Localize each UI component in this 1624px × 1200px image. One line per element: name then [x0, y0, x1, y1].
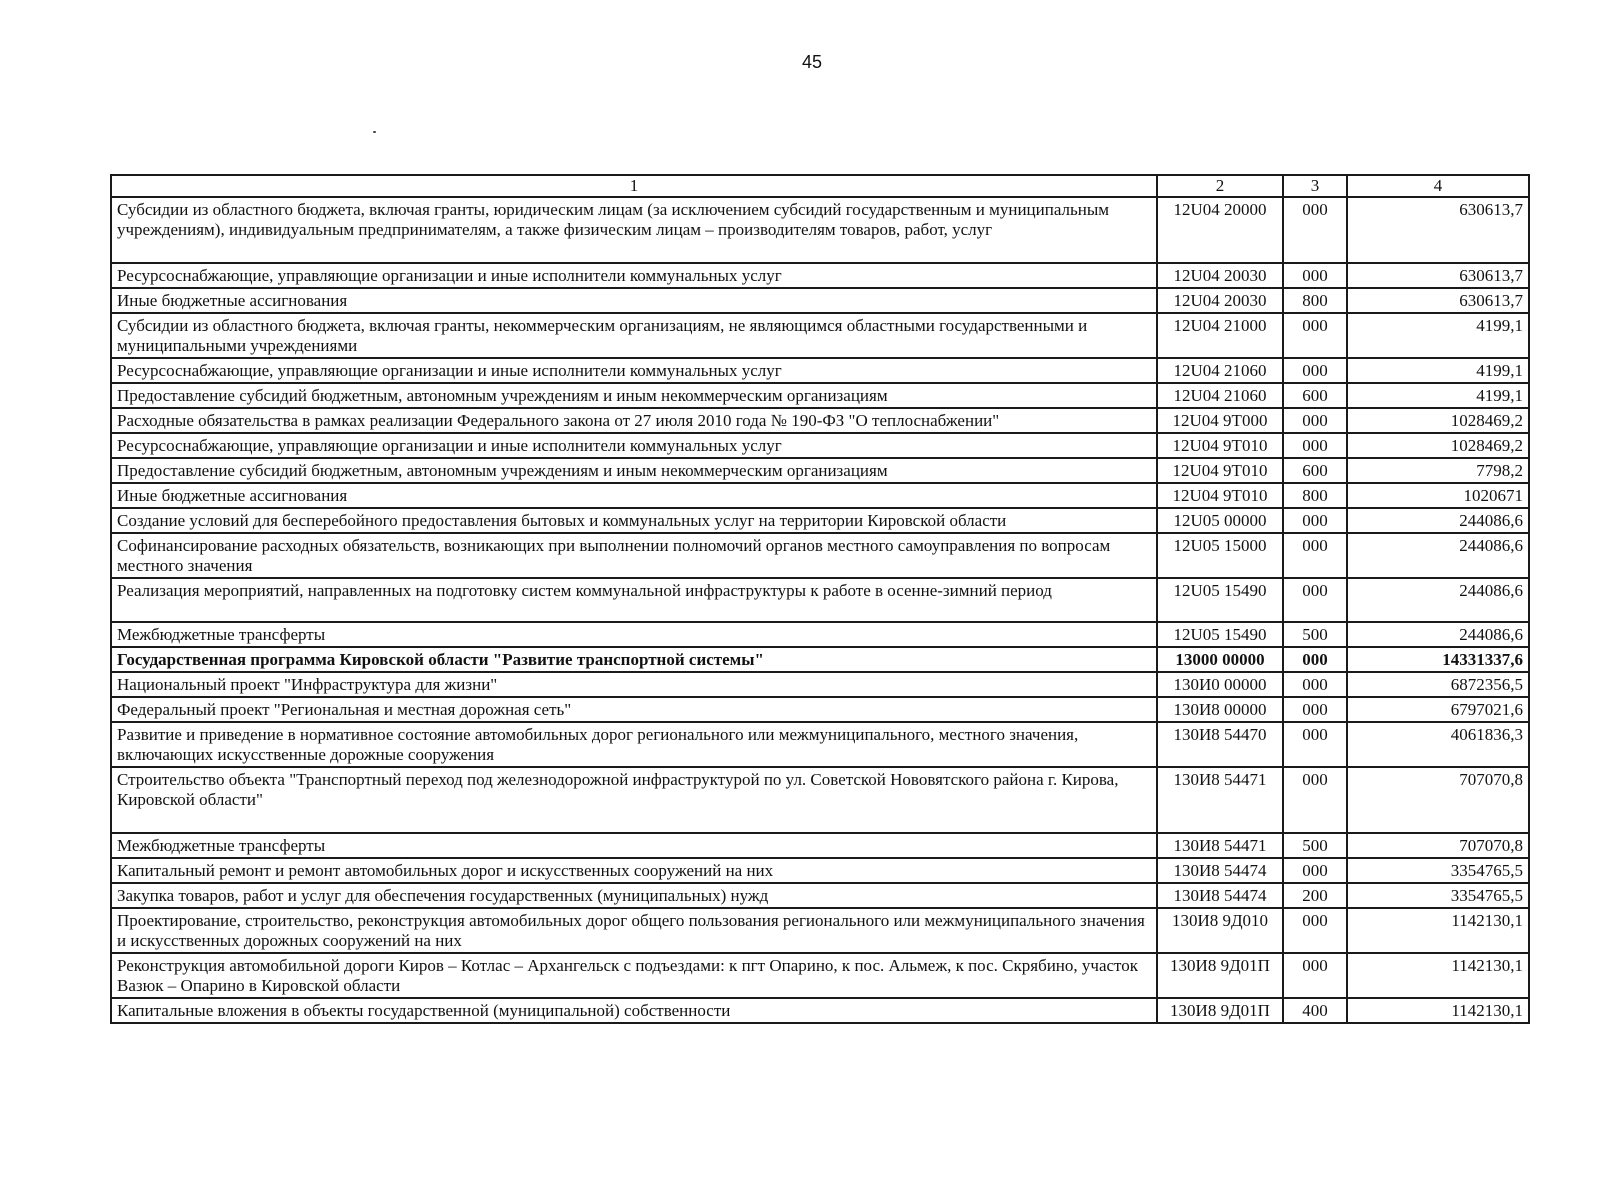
row-amount-cell: 1020671 — [1347, 483, 1529, 508]
row-name-cell: Иные бюджетные ассигнования — [111, 483, 1157, 508]
table-row — [111, 288, 1529, 313]
row-name-cell: Софинансирование расходных обязательств, возникающих при выполнении полномочий органов местного самоуправления по вопросам местного значения — [111, 533, 1157, 578]
row-name-cell: Реконструкция автомобильной дороги Киров – Котлас – Архангельск с подъездами: к пгт Опарино, к пос. Альмеж, к пос. Скрябино, участок Вазюк – Опарино в Кировской области — [111, 953, 1157, 998]
row-code-cell: 12U04 9T000 — [1157, 408, 1283, 433]
row-code-cell: 13000 00000 — [1157, 647, 1283, 672]
row-code-cell: 12U04 9T010 — [1157, 483, 1283, 508]
row-amount-cell: 1142130,1 — [1347, 908, 1529, 953]
table-row — [111, 433, 1529, 458]
row-code-cell: 12U04 21000 — [1157, 313, 1283, 358]
row-name-cell: Межбюджетные трансферты — [111, 622, 1157, 647]
row-type-cell: 000 — [1283, 647, 1347, 672]
table-body — [111, 197, 1529, 1023]
table-row — [111, 458, 1529, 483]
row-amount-cell: 3354765,5 — [1347, 883, 1529, 908]
row-type-cell: 000 — [1283, 953, 1347, 998]
row-code-cell: 130И8 54471 — [1157, 767, 1283, 833]
row-amount-cell: 244086,6 — [1347, 533, 1529, 578]
row-code-cell: 12U04 20030 — [1157, 288, 1283, 313]
row-amount-cell: 244086,6 — [1347, 622, 1529, 647]
row-name-cell: Субсидии из областного бюджета, включая гранты, юридическим лицам (за исключением субсидий государственным и муниципальным учреждениям), индивидуальным предпринимателям, а также физическим лицам – производителям товаров, работ, услуг — [111, 197, 1157, 263]
row-amount-cell: 1028469,2 — [1347, 433, 1529, 458]
row-name-cell: Капитальные вложения в объекты государственной (муниципальной) собственности — [111, 998, 1157, 1023]
row-code-cell: 130И8 9Д01П — [1157, 953, 1283, 998]
row-amount-cell: 630613,7 — [1347, 197, 1529, 263]
row-name-cell: Межбюджетные трансферты — [111, 833, 1157, 858]
column-header-4: 4 — [1347, 175, 1529, 197]
row-name-cell: Национальный проект "Инфраструктура для жизни" — [111, 672, 1157, 697]
row-name-cell: Предоставление субсидий бюджетным, автономным учреждениям и иным некоммерческим организациям — [111, 383, 1157, 408]
row-type-cell: 600 — [1283, 458, 1347, 483]
row-type-cell: 000 — [1283, 722, 1347, 767]
row-type-cell: 500 — [1283, 622, 1347, 647]
row-type-cell: 000 — [1283, 433, 1347, 458]
row-name-cell: Расходные обязательства в рамках реализации Федерального закона от 27 июля 2010 года № 190-ФЗ "О теплоснабжении" — [111, 408, 1157, 433]
row-amount-cell: 3354765,5 — [1347, 858, 1529, 883]
scan-speck — [373, 131, 376, 133]
row-amount-cell: 707070,8 — [1347, 833, 1529, 858]
row-type-cell: 000 — [1283, 533, 1347, 578]
table-row — [111, 767, 1529, 833]
table-row — [111, 358, 1529, 383]
row-code-cell: 12U04 21060 — [1157, 383, 1283, 408]
row-code-cell: 12U04 20000 — [1157, 197, 1283, 263]
row-code-cell: 130И8 54470 — [1157, 722, 1283, 767]
row-type-cell: 000 — [1283, 908, 1347, 953]
row-amount-cell: 1142130,1 — [1347, 953, 1529, 998]
table-row — [111, 533, 1529, 578]
row-code-cell: 130И8 54474 — [1157, 883, 1283, 908]
table-row — [111, 622, 1529, 647]
row-type-cell: 000 — [1283, 858, 1347, 883]
table-row — [111, 578, 1529, 622]
row-code-cell: 12U05 15000 — [1157, 533, 1283, 578]
row-type-cell: 000 — [1283, 358, 1347, 383]
table-row — [111, 998, 1529, 1023]
row-code-cell: 130И8 54471 — [1157, 833, 1283, 858]
row-code-cell: 130И8 54474 — [1157, 858, 1283, 883]
row-name-cell: Государственная программа Кировской области "Развитие транспортной системы" — [111, 647, 1157, 672]
row-type-cell: 200 — [1283, 883, 1347, 908]
table-row — [111, 833, 1529, 858]
table-row — [111, 483, 1529, 508]
row-name-cell: Проектирование, строительство, реконструкция автомобильных дорог общего пользования регионального или межмуниципального значения и искусственных дорожных сооружений на них — [111, 908, 1157, 953]
table-row — [111, 647, 1529, 672]
table-row — [111, 408, 1529, 433]
row-type-cell: 800 — [1283, 483, 1347, 508]
table-row — [111, 858, 1529, 883]
row-code-cell: 12U04 20030 — [1157, 263, 1283, 288]
row-type-cell: 000 — [1283, 508, 1347, 533]
row-name-cell: Ресурсоснабжающие, управляющие организации и иные исполнители коммунальных услуг — [111, 433, 1157, 458]
row-name-cell: Развитие и приведение в нормативное состояние автомобильных дорог регионального или межмуниципального, местного значения, включающих искусственные дорожные сооружения — [111, 722, 1157, 767]
column-header-3: 3 — [1283, 175, 1347, 197]
row-amount-cell: 630613,7 — [1347, 288, 1529, 313]
row-amount-cell: 1142130,1 — [1347, 998, 1529, 1023]
table-header-row — [111, 175, 1529, 197]
table-row — [111, 953, 1529, 998]
row-code-cell: 12U05 15490 — [1157, 578, 1283, 622]
table-row — [111, 508, 1529, 533]
row-code-cell: 12U05 00000 — [1157, 508, 1283, 533]
row-amount-cell: 244086,6 — [1347, 508, 1529, 533]
row-amount-cell: 6872356,5 — [1347, 672, 1529, 697]
row-amount-cell: 7798,2 — [1347, 458, 1529, 483]
row-type-cell: 000 — [1283, 767, 1347, 833]
row-name-cell: Ресурсоснабжающие, управляющие организации и иные исполнители коммунальных услуг — [111, 358, 1157, 383]
row-code-cell: 12U04 21060 — [1157, 358, 1283, 383]
table-row — [111, 697, 1529, 722]
row-name-cell: Ресурсоснабжающие, управляющие организации и иные исполнители коммунальных услуг — [111, 263, 1157, 288]
row-type-cell: 000 — [1283, 313, 1347, 358]
table-row — [111, 883, 1529, 908]
row-type-cell: 800 — [1283, 288, 1347, 313]
row-amount-cell: 4199,1 — [1347, 383, 1529, 408]
row-name-cell: Федеральный проект "Региональная и местная дорожная сеть" — [111, 697, 1157, 722]
column-header-2: 2 — [1157, 175, 1283, 197]
row-type-cell: 000 — [1283, 408, 1347, 433]
row-type-cell: 000 — [1283, 697, 1347, 722]
row-type-cell: 400 — [1283, 998, 1347, 1023]
row-name-cell: Иные бюджетные ассигнования — [111, 288, 1157, 313]
row-code-cell: 12U05 15490 — [1157, 622, 1283, 647]
row-amount-cell: 1028469,2 — [1347, 408, 1529, 433]
row-name-cell: Строительство объекта "Транспортный переход под железнодорожной инфраструктурой по ул. Советской Нововятского района г. Кирова, Кировской области" — [111, 767, 1157, 833]
row-type-cell: 000 — [1283, 263, 1347, 288]
row-type-cell: 000 — [1283, 672, 1347, 697]
row-code-cell: 130И8 9Д01П — [1157, 998, 1283, 1023]
table-row — [111, 197, 1529, 263]
row-type-cell: 500 — [1283, 833, 1347, 858]
row-amount-cell: 6797021,6 — [1347, 697, 1529, 722]
table-row — [111, 383, 1529, 408]
page-number: 45 — [801, 52, 823, 72]
row-type-cell: 000 — [1283, 578, 1347, 622]
row-code-cell: 130И8 00000 — [1157, 697, 1283, 722]
table-row — [111, 672, 1529, 697]
row-code-cell: 130И8 9Д010 — [1157, 908, 1283, 953]
row-code-cell: 12U04 9T010 — [1157, 458, 1283, 483]
row-name-cell: Реализация мероприятий, направленных на подготовку систем коммунальной инфраструктуры к работе в осенне-зимний период — [111, 578, 1157, 622]
row-name-cell: Субсидии из областного бюджета, включая гранты, некоммерческим организациям, не являющимся областными государственными и муниципальными учреждениями — [111, 313, 1157, 358]
row-amount-cell: 4061836,3 — [1347, 722, 1529, 767]
row-amount-cell: 707070,8 — [1347, 767, 1529, 833]
row-type-cell: 000 — [1283, 197, 1347, 263]
table-row — [111, 313, 1529, 358]
table-row — [111, 722, 1529, 767]
row-amount-cell: 244086,6 — [1347, 578, 1529, 622]
row-amount-cell: 4199,1 — [1347, 358, 1529, 383]
row-code-cell: 12U04 9T010 — [1157, 433, 1283, 458]
row-name-cell: Создание условий для бесперебойного предоставления бытовых и коммунальных услуг на территории Кировской области — [111, 508, 1157, 533]
table-row — [111, 263, 1529, 288]
row-amount-cell: 630613,7 — [1347, 263, 1529, 288]
row-type-cell: 600 — [1283, 383, 1347, 408]
row-amount-cell: 14331337,6 — [1347, 647, 1529, 672]
row-code-cell: 130И0 00000 — [1157, 672, 1283, 697]
row-name-cell: Капитальный ремонт и ремонт автомобильных дорог и искусственных сооружений на них — [111, 858, 1157, 883]
row-amount-cell: 4199,1 — [1347, 313, 1529, 358]
column-header-1: 1 — [111, 175, 1157, 197]
table-row — [111, 908, 1529, 953]
budget-table — [110, 174, 1530, 1024]
row-name-cell: Закупка товаров, работ и услуг для обеспечения государственных (муниципальных) нужд — [111, 883, 1157, 908]
row-name-cell: Предоставление субсидий бюджетным, автономным учреждениям и иным некоммерческим организациям — [111, 458, 1157, 483]
